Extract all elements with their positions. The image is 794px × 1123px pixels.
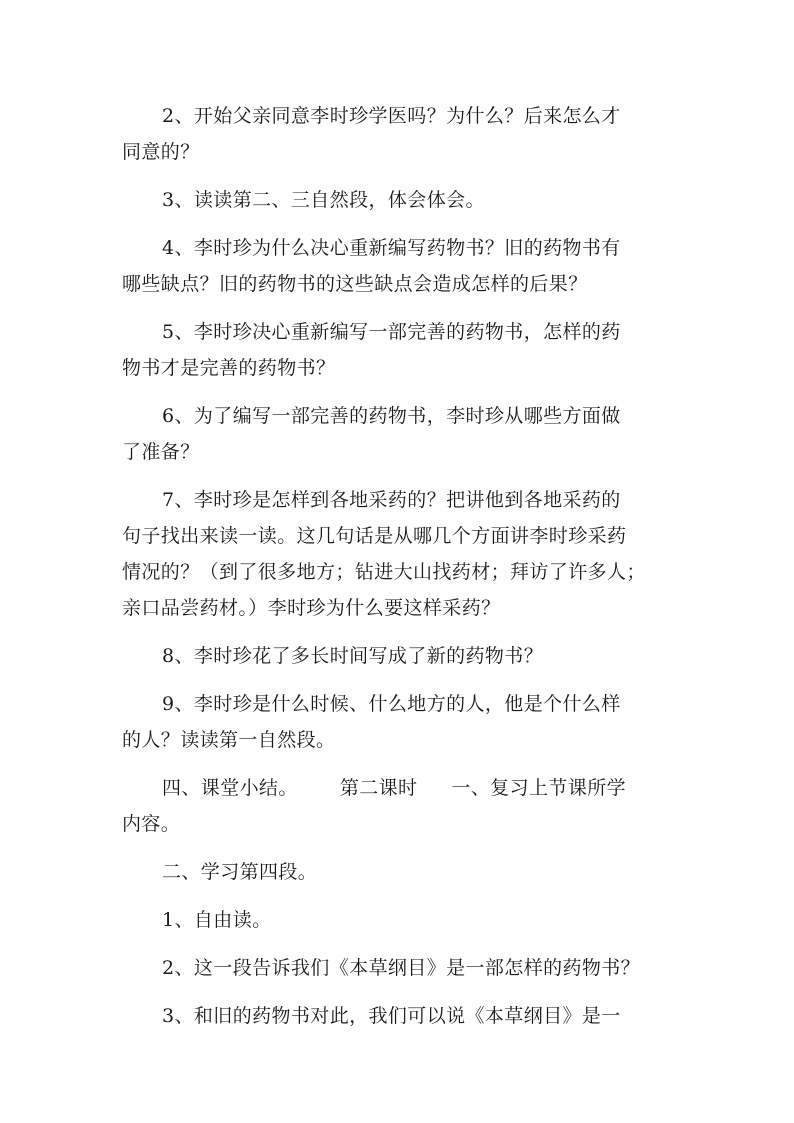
section-2-heading-line: 二、学习第四段。 <box>162 861 318 883</box>
question-9-line-2: 的人？读读第一自然段。 <box>122 729 336 751</box>
question-4-line-1: 4、李时珍为什么决心重新编写药物书？旧的药物书有 <box>162 237 621 259</box>
review-heading: 一、复习上节课所学 <box>451 777 627 799</box>
question-4-line-2: 哪些缺点？旧的药物书的这些缺点会造成怎样的后果？ <box>122 273 588 295</box>
question-5-line-1: 5、李时珍决心重新编写一部完善的药物书，怎样的药 <box>162 321 621 343</box>
question-7-line-4: 亲口品尝药材。）李时珍为什么要这样采药？ <box>122 597 501 619</box>
section-2-item-1 <box>122 902 674 938</box>
question-7-line-1: 7、李时珍是怎样到各地采药的？把讲他到各地采药的 <box>162 489 621 511</box>
question-2-line-2: 同意的？ <box>122 141 200 163</box>
section-2-item-3-line: 3、和旧的药物书对此，我们可以说《本草纲目》是一 <box>162 1005 621 1027</box>
question-5-line-2: 物书才是完善的药物书？ <box>122 357 336 379</box>
question-8-line-1: 8、李时珍花了多长时间写成了新的药物书？ <box>162 645 544 667</box>
class-summary-line-1 <box>122 770 674 806</box>
question-3-line-1: 3、读读第二、三自然段，体会体会。 <box>162 189 485 211</box>
section-2-item-3 <box>122 998 674 1034</box>
question-7-line-3: 情况的？（到了很多地方；钻进大山找药材；拜访了许多人； <box>122 561 646 583</box>
document-body <box>122 98 674 1034</box>
section-2-item-1-line: 1、自由读。 <box>162 909 272 931</box>
section-2-item-2-line: 2、这一段告诉我们《本草纲目》是一部怎样的药物书？ <box>162 957 641 979</box>
question-9-line-1: 9、李时珍是什么时候、什么地方的人，他是个什么样 <box>162 693 621 715</box>
section-2-heading <box>122 854 674 890</box>
second-lesson-heading: 第二课时 <box>339 777 418 799</box>
question-7 <box>122 482 674 626</box>
summary-heading: 四、课堂小结。 <box>162 777 298 799</box>
question-5 <box>122 314 674 386</box>
section-2-item-2 <box>122 950 674 986</box>
question-2-line-1: 2、开始父亲同意李时珍学医吗？为什么？后来怎么才 <box>162 105 621 127</box>
question-6-line-1: 6、为了编写一部完善的药物书，李时珍从哪些方面做 <box>162 405 621 427</box>
question-6 <box>122 398 674 470</box>
class-summary-line-2: 内容。 <box>122 813 181 835</box>
question-8 <box>122 638 674 674</box>
question-7-line-2: 句子找出来读一读。这几句话是从哪几个方面讲李时珍采药 <box>122 525 627 547</box>
question-2 <box>122 98 674 170</box>
question-9 <box>122 686 674 758</box>
question-3 <box>122 182 674 218</box>
question-6-line-2: 了准备？ <box>122 441 200 463</box>
class-summary <box>122 770 674 842</box>
question-4 <box>122 230 674 302</box>
